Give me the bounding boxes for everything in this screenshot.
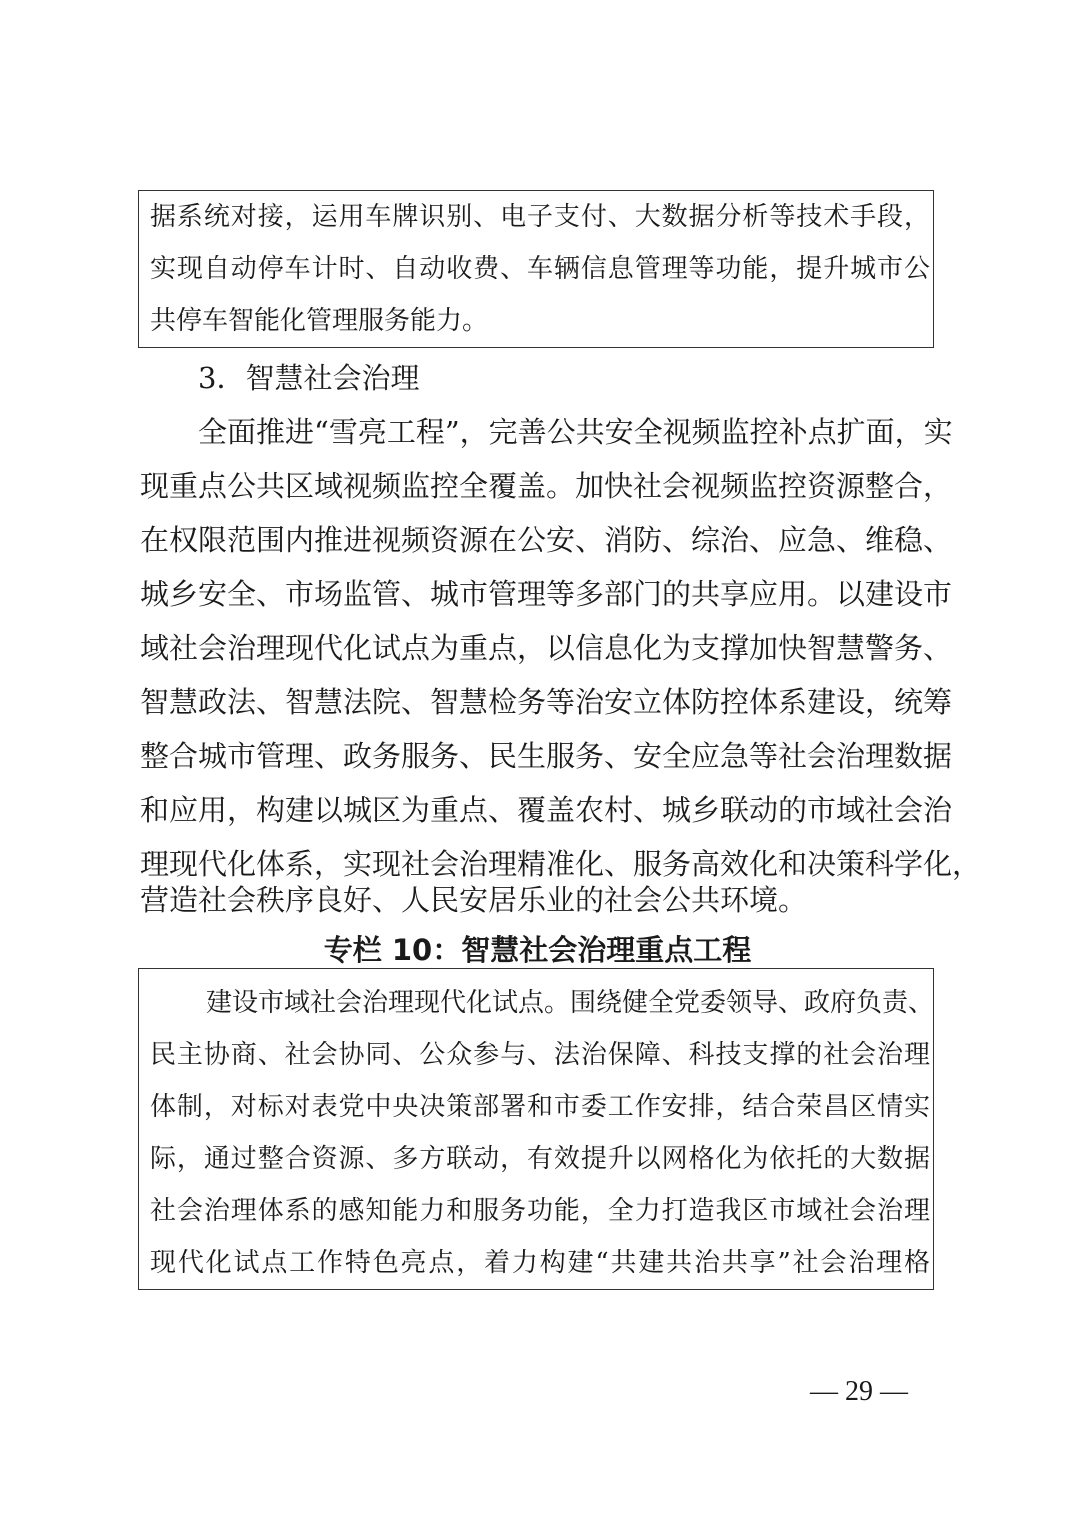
column-line-1: 建设市域社会治理现代化试点。围绕健全党委领导、政府负责、 xyxy=(206,988,935,1018)
column-line-6: 现代化试点工作特色亮点，着力构建“共建共治共享”社会治理格 xyxy=(150,1248,930,1278)
body-line-5: 域社会治理现代化试点为重点，以信息化为支撑加快智慧警务、 xyxy=(140,631,953,665)
top-box-line-2: 实现自动停车计时、自动收费、车辆信息管理等功能，提升城市公 xyxy=(150,254,930,284)
column-line-2: 民主协商、社会协同、公众参与、法治保障、科技支撑的社会治理 xyxy=(150,1040,930,1070)
column-title: 专栏 10：智慧社会治理重点工程 xyxy=(323,933,752,967)
body-line-2: 现重点公共区域视频监控全覆盖。加快社会视频监控资源整合， xyxy=(140,469,953,503)
body-line-1: 全面推进“雪亮工程”，完善公共安全视频监控补点扩面，实 xyxy=(198,415,953,449)
body-line-4: 城乡安全、市场监管、城市管理等多部门的共享应用。以建设市 xyxy=(140,577,953,611)
column-line-4: 际，通过整合资源、多方联动，有效提升以网格化为依托的大数据 xyxy=(150,1144,930,1174)
page-number: — 29 — xyxy=(810,1376,908,1407)
top-box-line-3: 共停车智能化管理服务能力。 xyxy=(150,306,489,336)
section-heading: 3．智慧社会治理 xyxy=(198,361,420,395)
column-line-5: 社会治理体系的感知能力和服务功能，全力打造我区市域社会治理 xyxy=(150,1196,930,1226)
body-line-3: 在权限范围内推进视频资源在公安、消防、综治、应急、维稳、 xyxy=(140,523,953,557)
body-line-8: 和应用，构建以城区为重点、覆盖农村、城乡联动的市域社会治 xyxy=(140,793,953,827)
body-line-7: 整合城市管理、政务服务、民生服务、安全应急等社会治理数据 xyxy=(140,739,953,773)
body-line-10: 营造社会秩序良好、人民安居乐业的社会公共环境。 xyxy=(140,883,808,917)
top-box-line-1: 据系统对接，运用车牌识别、电子支付、大数据分析等技术手段， xyxy=(150,202,930,232)
column-line-3: 体制，对标对表党中央决策部署和市委工作安排，结合荣昌区情实 xyxy=(150,1092,930,1122)
body-line-9: 理现代化体系，实现社会治理精准化、服务高效化和决策科学化， xyxy=(140,847,982,881)
body-line-6: 智慧政法、智慧法院、智慧检务等治安立体防控体系建设，统筹 xyxy=(140,685,953,719)
